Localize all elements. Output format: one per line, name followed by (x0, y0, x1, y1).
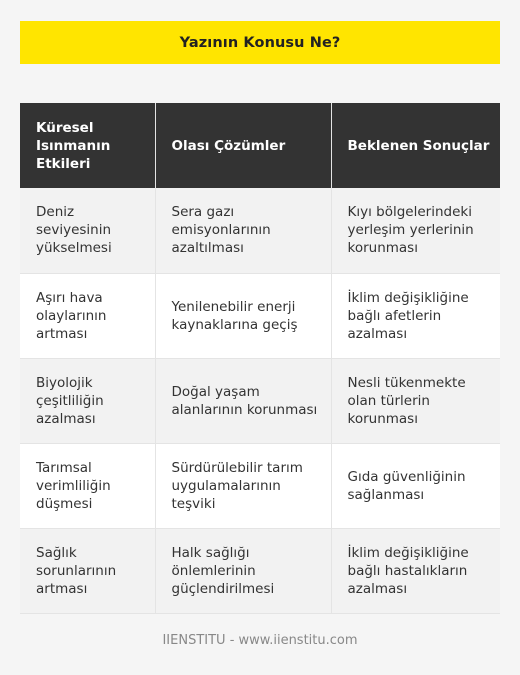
table-row (20, 188, 500, 273)
table-cell: Yenilenebilir enerji kaynaklarına geçiş (155, 273, 331, 358)
comparison-table (20, 103, 500, 614)
table-row (20, 528, 500, 613)
table-row (20, 358, 500, 443)
table-cell: Nesli tükenmekte olan türlerin korunması (331, 358, 500, 443)
table-cell: Sürdürülebilir tarım uygulamalarının teşviki (155, 443, 331, 528)
table-header-row (20, 103, 500, 188)
table-cell: Tarımsal verimliliğin düşmesi (20, 443, 155, 528)
table-row (20, 273, 500, 358)
table-row (20, 443, 500, 528)
table-cell: Deniz seviyesinin yükselmesi (20, 188, 155, 273)
table-cell: Kıyı bölgelerindeki yerleşim yerlerinin korunması (331, 188, 500, 273)
table-cell: İklim değişikliğine bağlı afetlerin azalması (331, 273, 500, 358)
column-header-solutions: Olası Çözümler (155, 103, 331, 188)
table-cell: Sağlık sorunlarının artması (20, 528, 155, 613)
footer-credit: IIENSTITU - www.iienstitu.com (162, 633, 358, 648)
table-cell: Doğal yaşam alanlarının korunması (155, 358, 331, 443)
table-cell: Halk sağlığı önlemlerinin güçlendirilmesi (155, 528, 331, 613)
column-header-effects: Küresel Isınmanın Etkileri (20, 103, 155, 188)
table-cell: Gıda güvenliğinin sağlanması (331, 443, 500, 528)
page-title: Yazının Konusu Ne? (179, 34, 341, 51)
table-cell: Sera gazı emisyonlarının azaltılması (155, 188, 331, 273)
title-banner (20, 21, 500, 64)
table-cell: İklim değişikliğine bağlı hastalıkların azalması (331, 528, 500, 613)
column-header-results: Beklenen Sonuçlar (331, 103, 500, 188)
table-cell: Biyolojik çeşitliliğin azalması (20, 358, 155, 443)
table-cell: Aşırı hava olaylarının artması (20, 273, 155, 358)
